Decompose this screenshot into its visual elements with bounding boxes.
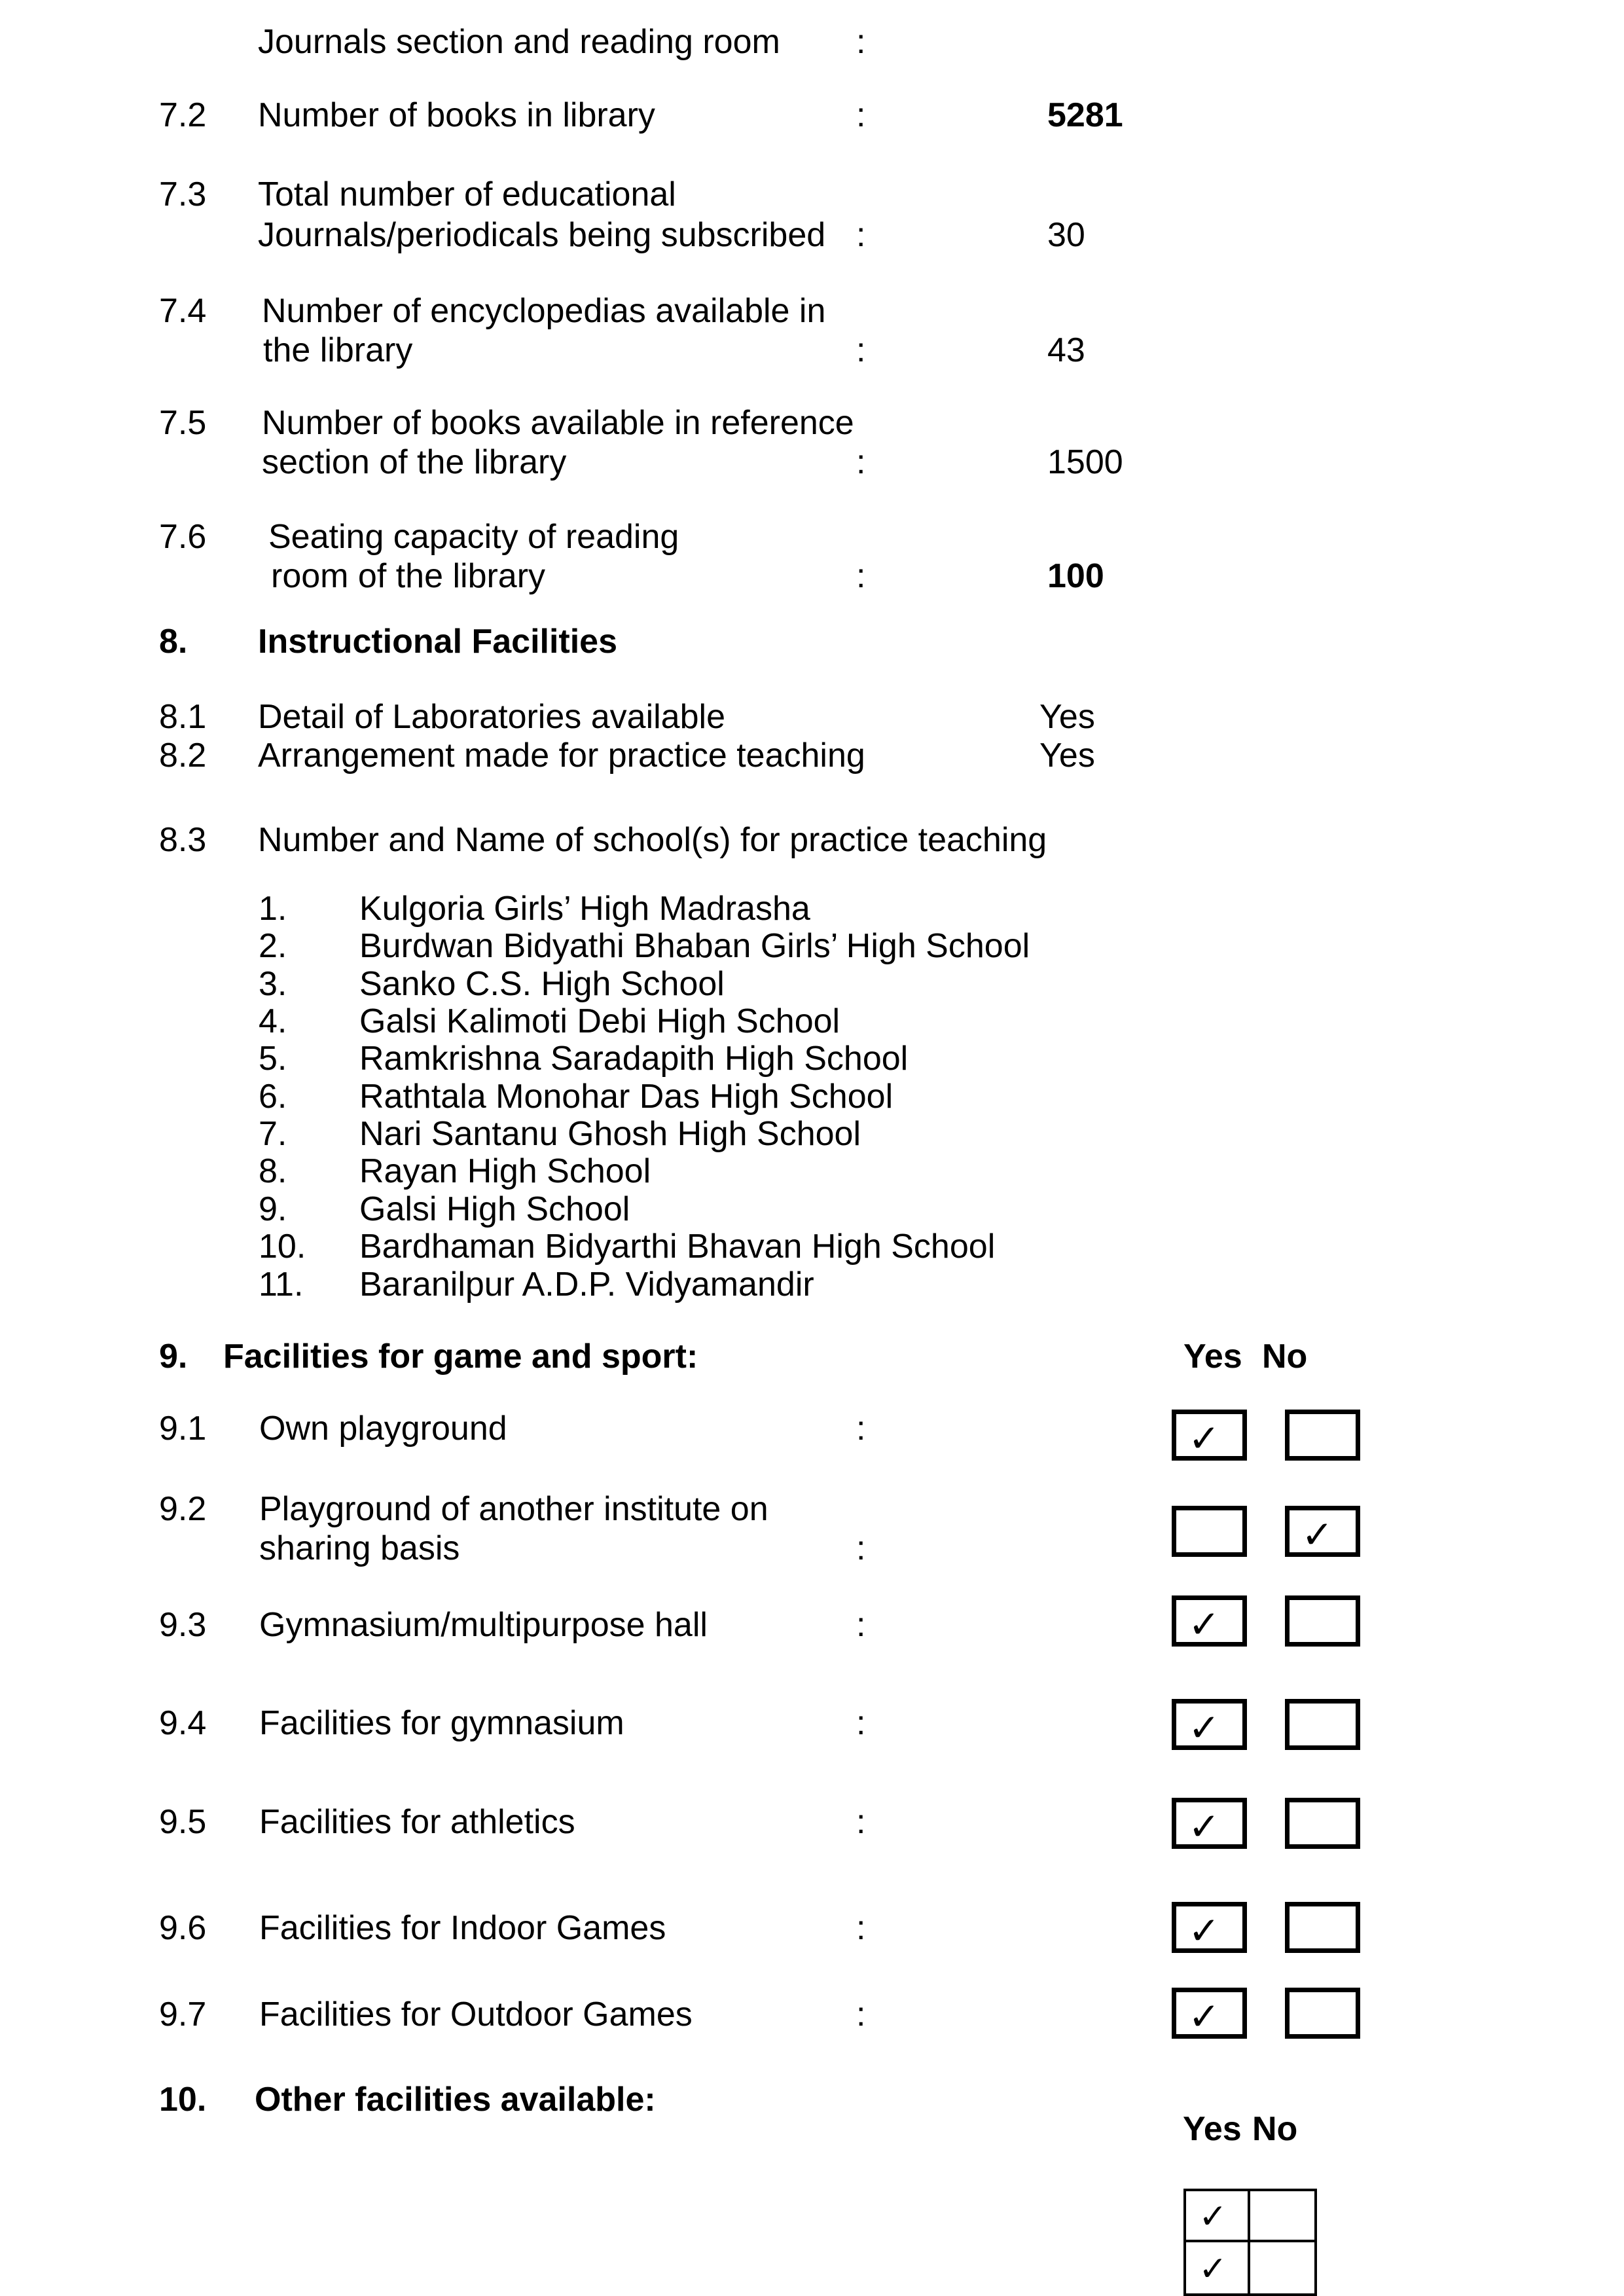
school-6-num: 6. bbox=[259, 1078, 287, 1116]
item-7-5-label2: section of the library bbox=[262, 443, 567, 481]
item-9-5-label: Facilities for athletics bbox=[259, 1803, 575, 1841]
school-6-name: Rathtala Monohar Das High School bbox=[359, 1078, 893, 1116]
item-9-3-colon: : bbox=[856, 1606, 866, 1644]
item-7-6-label1: Seating capacity of reading bbox=[268, 518, 679, 556]
check-icon: ✓ bbox=[1188, 1908, 1220, 1953]
item-9-2-label2: sharing basis bbox=[259, 1529, 460, 1567]
checkbox-9-5-no bbox=[1285, 1798, 1360, 1849]
school-2-num: 2. bbox=[259, 927, 287, 965]
section-10-title: Other facilities available: bbox=[255, 2081, 656, 2119]
item-9-4-colon: : bbox=[856, 1704, 866, 1742]
checkbox-9-3-no bbox=[1285, 1595, 1360, 1647]
check-icon: ✓ bbox=[1188, 1416, 1220, 1461]
section-9-title: Facilities for game and sport: bbox=[223, 1338, 698, 1376]
check-icon: ✓ bbox=[1301, 1512, 1333, 1557]
school-11-num: 11. bbox=[259, 1266, 304, 1303]
section-8-title: Instructional Facilities bbox=[258, 623, 618, 661]
item-8-2-num: 8.2 bbox=[159, 737, 207, 774]
item-7-5-num: 7.5 bbox=[159, 404, 207, 442]
item-8-1-num: 8.1 bbox=[159, 698, 207, 736]
checkbox-9-7-yes bbox=[1172, 1988, 1247, 2039]
school-9-num: 9. bbox=[259, 1190, 287, 1228]
item-8-1-label: Detail of Laboratories available bbox=[258, 698, 725, 736]
school-8-num: 8. bbox=[259, 1152, 287, 1190]
school-1-name: Kulgoria Girls’ High Madrasha bbox=[359, 890, 810, 928]
school-11-name: Baranilpur A.D.P. Vidyamandir bbox=[359, 1266, 814, 1303]
item-7-6-num: 7.6 bbox=[159, 518, 207, 556]
item-9-2-num: 9.2 bbox=[159, 1490, 207, 1528]
school-2-name: Burdwan Bidyathi Bhaban Girls’ High School bbox=[359, 927, 1030, 965]
check-icon: ✓ bbox=[1188, 1705, 1220, 1750]
school-9-name: Galsi High School bbox=[359, 1190, 630, 1228]
school-4-name: Galsi Kalimoti Debi High School bbox=[359, 1002, 840, 1040]
item-7-3-num: 7.3 bbox=[159, 175, 207, 213]
item-7-6-label2: room of the library bbox=[271, 557, 546, 595]
item-9-1-num: 9.1 bbox=[159, 1410, 207, 1448]
item-9-2-colon: : bbox=[856, 1529, 866, 1567]
table-cell-row1-no bbox=[1250, 2191, 1314, 2242]
item-7-4-num: 7.4 bbox=[159, 292, 207, 330]
section-10-yes-header: Yes bbox=[1183, 2110, 1242, 2148]
section-10-num: 10. bbox=[159, 2081, 207, 2119]
check-icon: ✓ bbox=[1199, 2250, 1227, 2289]
item-7-4-label1: Number of encyclopedias available in bbox=[262, 292, 826, 330]
school-7-num: 7. bbox=[259, 1115, 287, 1153]
item-7-4-label2: the library bbox=[263, 331, 413, 369]
check-icon: ✓ bbox=[1188, 1804, 1220, 1849]
check-icon: ✓ bbox=[1188, 1602, 1220, 1647]
item-9-7-label: Facilities for Outdoor Games bbox=[259, 1995, 693, 2033]
item-9-6-label: Facilities for Indoor Games bbox=[259, 1909, 666, 1947]
school-10-num: 10. bbox=[259, 1228, 306, 1266]
item-9-4-label: Facilities for gymnasium bbox=[259, 1704, 624, 1742]
item-7-6-colon: : bbox=[856, 557, 866, 595]
item-9-2-label1: Playground of another institute on bbox=[259, 1490, 768, 1528]
item-7-3-value: 30 bbox=[1047, 216, 1085, 254]
item-7-2-num: 7.2 bbox=[159, 96, 207, 134]
school-5-num: 5. bbox=[259, 1040, 287, 1078]
item-8-2-value: Yes bbox=[1039, 737, 1095, 774]
intro-label: Journals section and reading room bbox=[258, 23, 780, 61]
school-7-name: Nari Santanu Ghosh High School bbox=[359, 1115, 861, 1153]
school-3-num: 3. bbox=[259, 965, 287, 1003]
checkbox-9-5-yes bbox=[1172, 1798, 1247, 1849]
intro-colon: : bbox=[856, 23, 866, 61]
item-9-1-label: Own playground bbox=[259, 1410, 507, 1448]
item-9-6-colon: : bbox=[856, 1909, 866, 1947]
item-7-4-colon: : bbox=[856, 331, 866, 369]
item-7-3-label1: Total number of educational bbox=[258, 175, 676, 213]
item-7-5-label1: Number of books available in reference bbox=[262, 404, 854, 442]
item-9-1-colon: : bbox=[856, 1410, 866, 1448]
checkbox-9-4-no bbox=[1285, 1699, 1360, 1750]
item-8-1-value: Yes bbox=[1039, 698, 1095, 736]
check-icon: ✓ bbox=[1199, 2197, 1227, 2236]
checkbox-9-2-yes bbox=[1172, 1506, 1247, 1557]
item-7-2-colon: : bbox=[856, 96, 866, 134]
checkbox-9-7-no bbox=[1285, 1988, 1360, 2039]
school-3-name: Sanko C.S. High School bbox=[359, 965, 725, 1003]
item-7-2-label: Number of books in library bbox=[258, 96, 655, 134]
item-7-3-colon: : bbox=[856, 216, 866, 254]
table-cell-row2-no bbox=[1250, 2242, 1314, 2293]
checkbox-9-4-yes bbox=[1172, 1699, 1247, 1750]
item-8-3-num: 8.3 bbox=[159, 821, 207, 859]
item-7-5-value: 1500 bbox=[1047, 443, 1123, 481]
item-9-3-num: 9.3 bbox=[159, 1606, 207, 1644]
check-icon: ✓ bbox=[1188, 1994, 1220, 2039]
school-8-name: Rayan High School bbox=[359, 1152, 651, 1190]
school-1-num: 1. bbox=[259, 890, 287, 928]
item-7-3-label2: Journals/periodicals being subscribed bbox=[258, 216, 826, 254]
checkbox-9-2-no bbox=[1285, 1506, 1360, 1557]
item-9-7-colon: : bbox=[856, 1995, 866, 2033]
checkbox-9-6-no bbox=[1285, 1902, 1360, 1953]
table-cell-row2-yes bbox=[1186, 2242, 1250, 2293]
checkbox-9-3-yes bbox=[1172, 1595, 1247, 1647]
item-9-6-num: 9.6 bbox=[159, 1909, 207, 1947]
school-4-num: 4. bbox=[259, 1002, 287, 1040]
item-7-6-value: 100 bbox=[1047, 557, 1104, 595]
checkbox-9-6-yes bbox=[1172, 1902, 1247, 1953]
section-10-no-header: No bbox=[1252, 2110, 1298, 2148]
other-facilities-table bbox=[1183, 2189, 1317, 2296]
item-8-3-label: Number and Name of school(s) for practice teaching bbox=[258, 821, 1047, 859]
item-9-3-label: Gymnasium/multipurpose hall bbox=[259, 1606, 708, 1644]
section-8-num: 8. bbox=[159, 623, 188, 661]
item-9-7-num: 9.7 bbox=[159, 1995, 207, 2033]
item-7-2-value: 5281 bbox=[1047, 96, 1123, 134]
table-cell-row1-yes bbox=[1186, 2191, 1250, 2242]
section-9-no-header: No bbox=[1262, 1338, 1308, 1376]
school-5-name: Ramkrishna Saradapith High School bbox=[359, 1040, 909, 1078]
item-7-5-colon: : bbox=[856, 443, 866, 481]
item-9-5-num: 9.5 bbox=[159, 1803, 207, 1841]
item-9-4-num: 9.4 bbox=[159, 1704, 207, 1742]
checkbox-9-1-yes bbox=[1172, 1410, 1247, 1461]
item-9-5-colon: : bbox=[856, 1803, 866, 1841]
section-9-yes-header: Yes bbox=[1183, 1338, 1242, 1376]
item-8-2-label: Arrangement made for practice teaching bbox=[258, 737, 865, 774]
school-10-name: Bardhaman Bidyarthi Bhavan High School bbox=[359, 1228, 996, 1266]
item-7-4-value: 43 bbox=[1047, 331, 1085, 369]
section-9-num: 9. bbox=[159, 1338, 188, 1376]
checkbox-9-1-no bbox=[1285, 1410, 1360, 1461]
